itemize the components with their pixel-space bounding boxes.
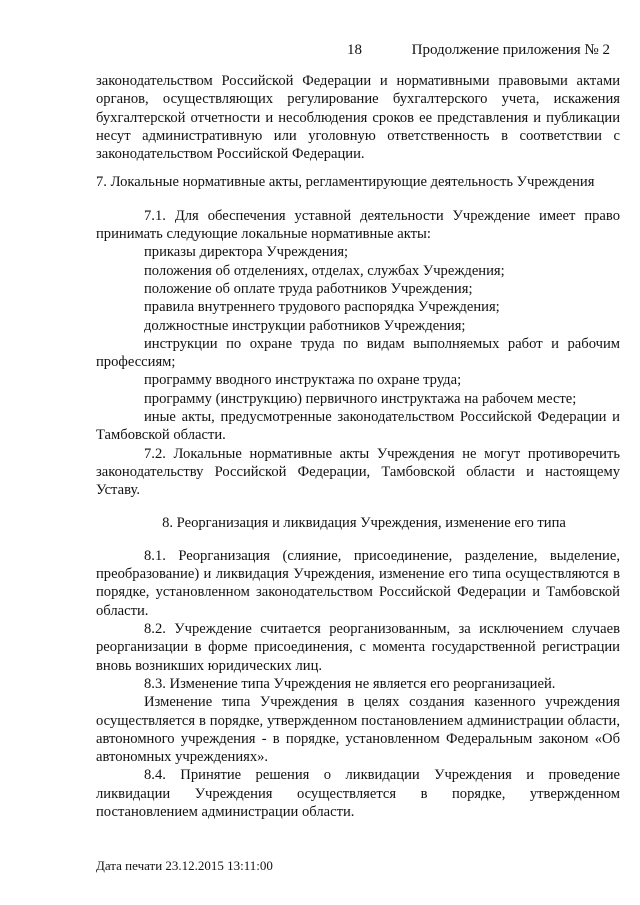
list-item: правила внутреннего трудового распорядка Учреждения;	[144, 299, 500, 316]
intro-paragraph: законодательством Российской Федерации и нормативными правовыми актами органов, осуществляющих регулирование бухгалтерского учета, искажения бухгалтерской отчетности и несоблюдения сроков ее представления и публикации несут административную или уголовную ответственность в соответствии с законодательством Российской Федерации.	[96, 73, 620, 163]
clause-7-1: 7.1. Для обеспечения уставной деятельности Учреждение имеет право принимать следующие локальные нормативные акты:	[96, 207, 620, 243]
list-item: положения об отделениях, отделах, службах Учреждения;	[144, 262, 505, 279]
clause-7-2: 7.2. Локальные нормативные акты Учреждения не могут противоречить законодательству Российской Федерации, Тамбовской области и настоящему Уставу.	[96, 445, 620, 499]
clause-8-1: 8.1. Реорганизация (слияние, присоединение, разделение, выделение, преобразование) и ликвидация Учреждения, изменение его типа осуществляются в порядке, установленном законодательством Российской Федерации и Тамбовской области.	[96, 547, 620, 619]
page-header	[0, 42, 640, 64]
list-item: положение об оплате труда работников Учреждения;	[144, 280, 473, 297]
document-body	[96, 72, 620, 821]
appendix-continuation: Продолжение приложения № 2	[411, 42, 610, 58]
section-7-heading: 7. Локальные нормативные акты, регламентирующие деятельность Учреждения	[96, 174, 595, 191]
section-8-heading: 8. Реорганизация и ликвидация Учреждения, изменение его типа	[162, 514, 566, 531]
list-item: инструкции по охране труда по видам выполняемых работ и рабочим профессиям;	[96, 335, 620, 371]
list-item: должностные инструкции работников Учреждения;	[144, 317, 466, 334]
page-number: 18	[347, 42, 362, 58]
print-date-footer: Дата печати 23.12.2015 13:11:00	[96, 858, 273, 873]
clause-8-4: 8.4. Принятие решения о ликвидации Учреждения и проведение ликвидации Учреждения осуществляется в порядке, утвержденном постановлением администрации области.	[96, 767, 620, 820]
list-item: иные акты, предусмотренные законодательством Российской Федерации и Тамбовской области.	[96, 409, 620, 444]
list-item: программу вводного инструктажа по охране труда;	[144, 372, 462, 389]
list-item: программу (инструкцию) первичного инструктажа на рабочем месте;	[144, 390, 577, 407]
clause-8-2: 8.2. Учреждение считается реорганизованным, за исключением случаев реорганизации в форме присоединения, с момента государственной регистрации вновь возникших юридических лиц.	[96, 621, 620, 674]
clause-8-3-continued: Изменение типа Учреждения в целях создания казенного учреждения осуществляется в порядке, утвержденном постановлением администрации области, автономного учреждения - в порядке, установленном Федеральным законом «Об автономных учреждениях».	[96, 694, 620, 766]
clause-8-3: 8.3. Изменение типа Учреждения не является его реорганизацией.	[144, 675, 556, 692]
list-item: приказы директора Учреждения;	[144, 244, 349, 261]
